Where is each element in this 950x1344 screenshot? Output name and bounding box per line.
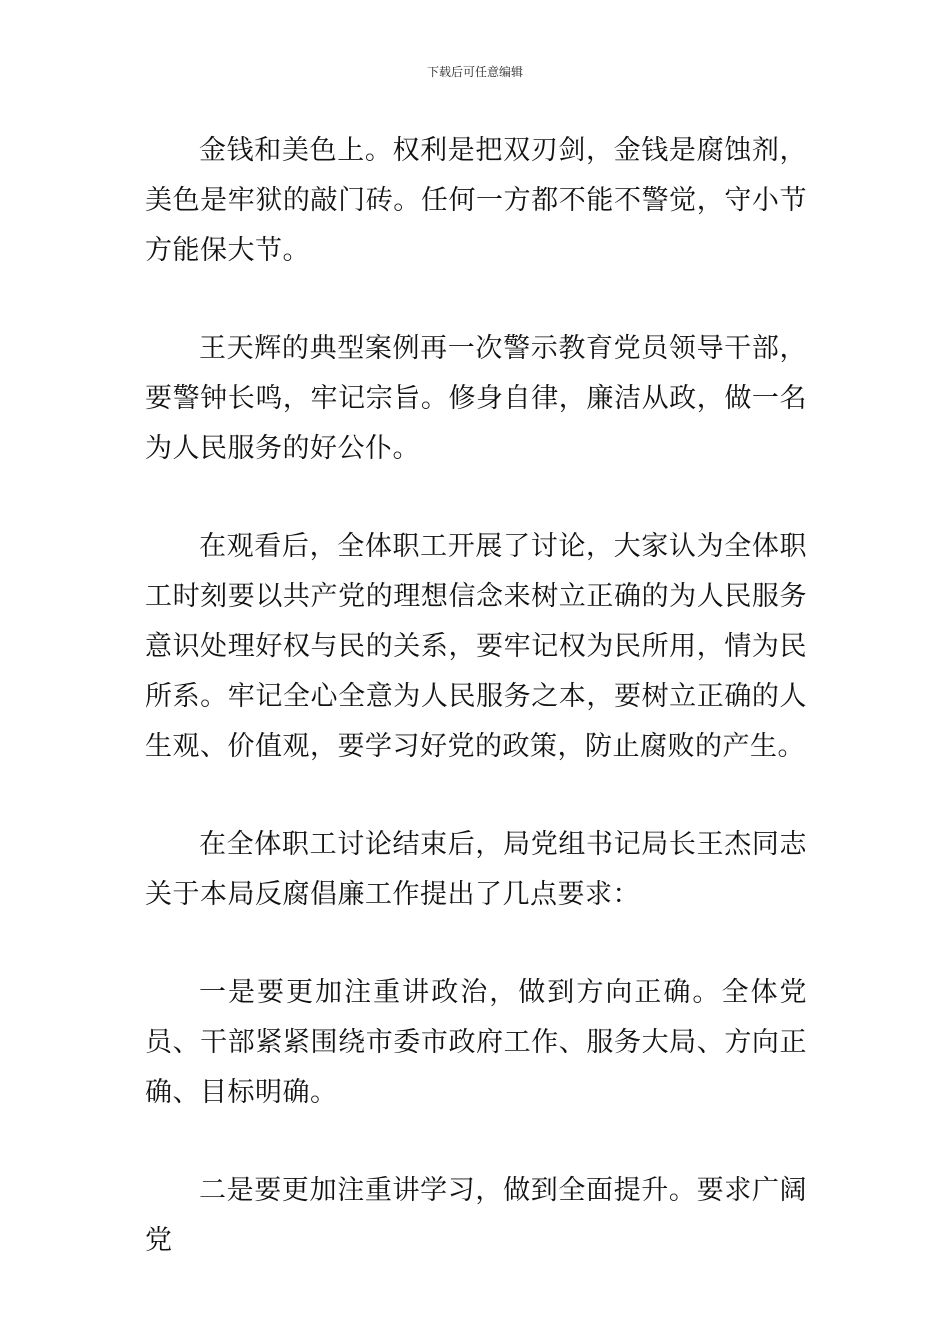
paragraph-5: 一是要更加注重讲政治，做到方向正确。全体党员、干部紧紧围绕市委市政府工作、服务大局、方向正确、目标明确。	[145, 977, 807, 1108]
paragraph-4: 在全体职工讨论结束后，局党组书记局长王杰同志关于本局反腐倡廉工作提出了几点要求：	[145, 829, 807, 910]
page-header: 下载后可任意编辑	[426, 65, 523, 79]
paragraph-1: 金钱和美色上。权利是把双刃剑，金钱是腐蚀剂，美色是牢狱的敲门砖。任何一方都不能不警觉，守小节方能保大节。	[145, 135, 807, 266]
paragraph-3: 在观看后，全体职工开展了讨论，大家认为全体职工时刻要以共产党的理想信念来树立正确的为人民服务意识处理好权与民的关系，要牢记权为民所用，情为民所系。牢记全心全意为人民服务之本，要树立正确的人生观、价值观，要学习好党的政策，防止腐败的产生。	[145, 531, 807, 762]
paragraph-6: 二是要更加注重讲学习，做到全面提升。要求广阔党	[145, 1175, 807, 1256]
document-body	[145, 126, 807, 1314]
paragraph-2: 王天辉的典型案例再一次警示教育党员领导干部，要警钟长鸣，牢记宗旨。修身自律，廉洁从政，做一名为人民服务的好公仆。	[145, 333, 807, 464]
